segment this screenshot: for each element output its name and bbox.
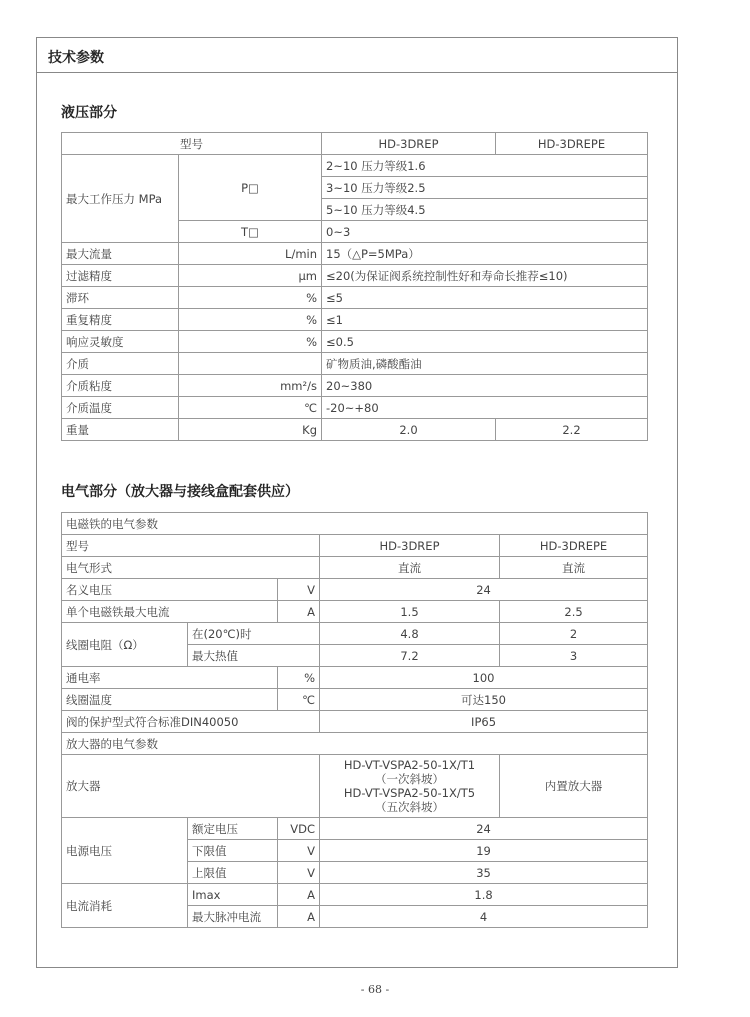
- consumption-unit: A: [278, 906, 320, 928]
- table-row: [62, 133, 648, 155]
- param-value: 20~380: [322, 375, 648, 397]
- page-title: 技术参数: [48, 50, 104, 66]
- coil-temp-value: 可达150: [320, 689, 648, 711]
- voltage-unit: V: [278, 579, 320, 601]
- resistance-a1: 4.8: [320, 623, 500, 645]
- current-b: 2.5: [500, 601, 648, 623]
- duty-value: 100: [320, 667, 648, 689]
- param-value: -20~+80: [322, 397, 648, 419]
- t-port-label: T□: [179, 221, 322, 243]
- param-unit: %: [179, 309, 322, 331]
- current-name: 单个电磁铁最大电流: [62, 601, 278, 623]
- table-row: [62, 601, 648, 623]
- current-unit: A: [278, 601, 320, 623]
- amplifier-model-t5: HD-VT-VSPA2-50-1X/T5: [343, 786, 476, 800]
- table-row: [62, 419, 648, 441]
- table-row: [62, 155, 648, 177]
- table-row: [62, 265, 648, 287]
- consumption-sub: Imax: [188, 884, 278, 906]
- supply-unit: V: [278, 862, 320, 884]
- supply-value: 19: [320, 840, 648, 862]
- consumption-sub: 最大脉冲电流: [188, 906, 278, 928]
- table-row: [62, 243, 648, 265]
- amplifier-ramp-1: （一次斜坡）: [375, 772, 444, 786]
- supply-name: 电源电压: [62, 818, 188, 884]
- table-row: [62, 623, 648, 645]
- param-name: 滞环: [62, 287, 179, 309]
- resistance-a2: 7.2: [320, 645, 500, 667]
- model-label: 型号: [62, 535, 320, 557]
- duty-name: 通电率: [62, 667, 278, 689]
- supply-value: 24: [320, 818, 648, 840]
- consumption-value: 4: [320, 906, 648, 928]
- table-row: [62, 667, 648, 689]
- p-port-label: P□: [179, 155, 322, 221]
- pressure-class-2: 3~10 压力等级2.5: [322, 177, 648, 199]
- param-value: 矿物质油,磷酸酯油: [322, 353, 648, 375]
- weight-b: 2.2: [496, 419, 648, 441]
- param-value: ≤1: [322, 309, 648, 331]
- coil-temp-name: 线圈温度: [62, 689, 278, 711]
- table-row: [62, 513, 648, 535]
- table-row: [62, 309, 648, 331]
- param-unit: %: [179, 287, 322, 309]
- consumption-unit: A: [278, 884, 320, 906]
- model-a: HD-3DREP: [322, 133, 496, 155]
- table-row: [62, 711, 648, 733]
- param-unit: [179, 353, 322, 375]
- supply-unit: VDC: [278, 818, 320, 840]
- current-a: 1.5: [320, 601, 500, 623]
- model-label: 型号: [62, 133, 322, 155]
- page-header: [37, 38, 677, 73]
- weight-name: 重量: [62, 419, 179, 441]
- table-row: [62, 733, 648, 755]
- consumption-name: 电流消耗: [62, 884, 188, 928]
- supply-value: 35: [320, 862, 648, 884]
- param-value: ≤0.5: [322, 331, 648, 353]
- weight-a: 2.0: [322, 419, 496, 441]
- table-row: [62, 884, 648, 906]
- hydraulic-table: [61, 132, 648, 441]
- param-unit: mm²/s: [179, 375, 322, 397]
- model-a: HD-3DREP: [320, 535, 500, 557]
- param-name: 介质: [62, 353, 179, 375]
- page-number: - 68 -: [360, 983, 390, 996]
- amplifier-b: 内置放大器: [500, 755, 648, 818]
- resistance-sub1: 在(20℃)时: [188, 623, 320, 645]
- electrical-table: [61, 512, 648, 928]
- resistance-b2: 3: [500, 645, 648, 667]
- resistance-sub2: 最大热值: [188, 645, 320, 667]
- param-value: ≤5: [322, 287, 648, 309]
- supply-unit: V: [278, 840, 320, 862]
- form-b: 直流: [500, 557, 648, 579]
- param-unit: μm: [179, 265, 322, 287]
- t-port-value: 0~3: [322, 221, 648, 243]
- duty-unit: %: [278, 667, 320, 689]
- amplifier-params-header: 放大器的电气参数: [62, 733, 648, 755]
- param-name: 响应灵敏度: [62, 331, 179, 353]
- supply-sub: 下限值: [188, 840, 278, 862]
- table-row: [62, 557, 648, 579]
- model-b: HD-3DREPE: [500, 535, 648, 557]
- voltage-value: 24: [320, 579, 648, 601]
- resistance-b1: 2: [500, 623, 648, 645]
- supply-sub: 额定电压: [188, 818, 278, 840]
- hydraulic-section-title: 液压部分: [61, 105, 117, 121]
- electrical-section-title: 电气部分（放大器与接线盒配套供应）: [61, 484, 299, 500]
- weight-unit: Kg: [179, 419, 322, 441]
- param-value: 15（△P=5MPa）: [322, 243, 648, 265]
- param-unit: ℃: [179, 397, 322, 419]
- consumption-value: 1.8: [320, 884, 648, 906]
- table-row: [62, 535, 648, 557]
- solenoid-params-header: 电磁铁的电气参数: [62, 513, 648, 535]
- table-row: [62, 375, 648, 397]
- param-unit: %: [179, 331, 322, 353]
- param-name: 重复精度: [62, 309, 179, 331]
- table-row: [62, 287, 648, 309]
- table-row: [62, 331, 648, 353]
- amplifier-models-a: [320, 755, 500, 818]
- table-row: [62, 353, 648, 375]
- model-b: HD-3DREPE: [496, 133, 648, 155]
- param-name: 最大流量: [62, 243, 179, 265]
- param-name: 过滤精度: [62, 265, 179, 287]
- table-row: [62, 755, 648, 818]
- voltage-name: 名义电压: [62, 579, 278, 601]
- supply-sub: 上限值: [188, 862, 278, 884]
- pressure-class-3: 5~10 压力等级4.5: [322, 199, 648, 221]
- table-row: [62, 818, 648, 840]
- coil-temp-unit: ℃: [278, 689, 320, 711]
- protection-value: IP65: [320, 711, 648, 733]
- pressure-class-1: 2~10 压力等级1.6: [322, 155, 648, 177]
- form-name: 电气形式: [62, 557, 320, 579]
- protection-name: 阀的保护型式符合标准DIN40050: [62, 711, 320, 733]
- table-row: [62, 579, 648, 601]
- amplifier-name: 放大器: [62, 755, 320, 818]
- resistance-name: 线圈电阻（Ω）: [62, 623, 188, 667]
- param-name: 介质温度: [62, 397, 179, 419]
- pressure-label: 最大工作压力 MPa: [62, 155, 179, 243]
- table-row: [62, 689, 648, 711]
- table-row: [62, 397, 648, 419]
- amplifier-ramp-5: （五次斜坡）: [375, 800, 444, 814]
- form-a: 直流: [320, 557, 500, 579]
- param-unit: L/min: [179, 243, 322, 265]
- param-name: 介质粘度: [62, 375, 179, 397]
- amplifier-model-t1: HD-VT-VSPA2-50-1X/T1: [343, 758, 476, 772]
- param-value: ≤20(为保证阀系统控制性好和寿命长推荐≤10): [322, 265, 648, 287]
